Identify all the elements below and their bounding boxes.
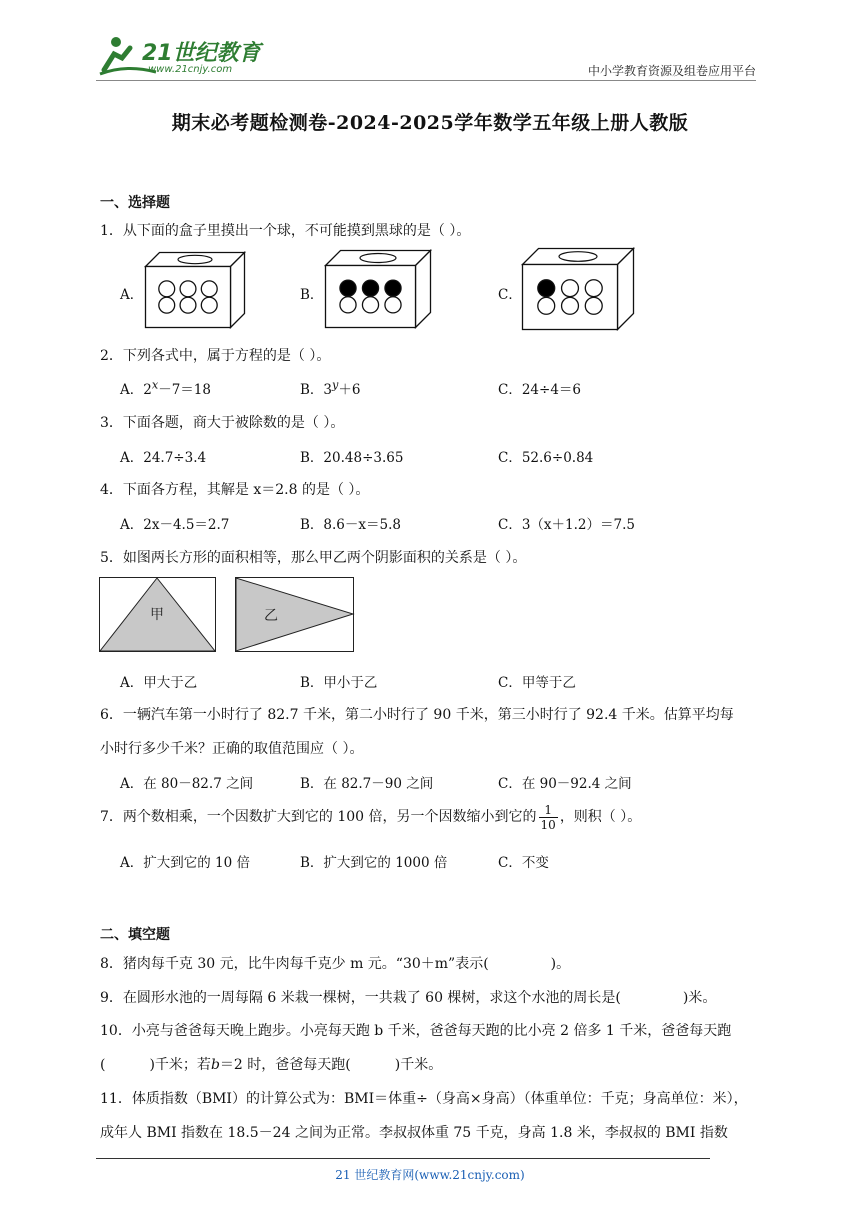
- q4-option-c: C．3（x＋1.2）＝7.5: [498, 517, 635, 533]
- q1-option-b-label: B．: [300, 287, 324, 303]
- white-ball: [201, 297, 217, 313]
- q9-text: 9．在圆形水池的一周每隔 6 米栽一棵树，一共栽了 60 棵树，求这个水池的周长是(: [100, 990, 621, 1006]
- q3-option-a: A．24.7÷3.4: [120, 450, 207, 466]
- question-7-text: [100, 802, 641, 832]
- q5-figure-yi: [235, 577, 355, 653]
- white-ball: [585, 297, 602, 314]
- q3-option-c: C．52.6÷0.84: [498, 450, 594, 466]
- q8-tail: )。: [550, 956, 571, 972]
- q10-tail: )千米。: [394, 1057, 443, 1073]
- question-10-line2: [100, 1054, 442, 1074]
- black-ball: [538, 280, 555, 297]
- white-ball: [159, 281, 175, 297]
- question-4-text: 4．下面各方程，其解是 x＝2.8 的是（ ）。: [100, 482, 370, 498]
- section-fill-heading: 二、填空题: [100, 927, 170, 943]
- question-11-line2: 成年人 BMI 指数在 18.5－24 之间为正常。李叔叔体重 75 千克，身高 1.8 米，李叔叔的 BMI 指数: [100, 1125, 728, 1141]
- question-11-line1: 11．体质指数（BMI）的计算公式为：BMI＝体重÷（身高×身高）（体重单位：千克；身高单位：米），: [100, 1091, 748, 1107]
- black-ball: [362, 280, 378, 296]
- white-ball: [159, 297, 175, 313]
- q7-frac-den: 10: [540, 817, 556, 832]
- q2-option-b: [300, 378, 360, 398]
- q4-option-a: A．2x－4.5＝2.7: [120, 517, 230, 533]
- q9-tail: )米。: [682, 990, 717, 1006]
- site-logo: [96, 34, 266, 78]
- box-opening: [559, 252, 597, 262]
- q2-a-post: －7＝18: [158, 382, 211, 398]
- black-ball: [385, 280, 401, 296]
- q2-option-c: C．24÷4＝6: [498, 382, 581, 398]
- q5-option-a: A．甲大于乙: [120, 675, 198, 691]
- q3-option-b: B．20.48÷3.65: [300, 450, 404, 466]
- q2-b-post: ＋6: [338, 382, 361, 398]
- q1-option-a-label: A．: [120, 287, 144, 303]
- q7-option-c: C．不变: [498, 855, 549, 871]
- section-choice-heading: 一、选择题: [100, 195, 170, 211]
- white-ball: [180, 281, 196, 297]
- page-title: 期末必考题检测卷-2024-2025学年数学五年级上册人教版: [171, 112, 689, 134]
- white-ball: [385, 297, 401, 313]
- header-divider: [96, 80, 756, 81]
- white-ball: [562, 297, 579, 314]
- logo-text: 21世纪教育: [142, 41, 261, 66]
- q1-box-a: [145, 252, 245, 328]
- q6-option-c: C．在 90－92.4 之间: [498, 776, 632, 792]
- q7-text-pre: 7．两个数相乘，一个因数扩大到它的 100 倍，另一个因数缩小到它的: [100, 809, 537, 825]
- footer-divider: [96, 1158, 710, 1159]
- q7-frac-num: 1: [539, 803, 558, 818]
- white-ball: [180, 297, 196, 313]
- q7-text-post: ，则积（ ）。: [559, 809, 642, 825]
- question-10-line1: 10．小亮与爸爸每天晚上跑步。小亮每天跑 b 千米，爸爸每天跑的比小亮 2 倍多 1 千米，爸爸每天跑: [100, 1023, 732, 1039]
- q1-option-c-label: C．: [498, 287, 522, 303]
- box-opening: [360, 254, 396, 263]
- q7-option-b: B．扩大到它的 1000 倍: [300, 855, 448, 871]
- q10-mid-text: )千米；若: [149, 1057, 211, 1073]
- q6-option-a: A．在 80－82.7 之间: [120, 776, 254, 792]
- question-5-text: 5．如图两长方形的面积相等，那么甲乙两个阴影面积的关系是（ ）。: [100, 550, 527, 566]
- question-6-line2: 小时行多少千米？正确的取值范围应（ ）。: [100, 741, 364, 757]
- question-1-text: 1．从下面的盒子里摸出一个球，不可能摸到黑球的是（ ）。: [100, 223, 471, 239]
- white-ball: [340, 297, 356, 313]
- logo-url: www.21cnjy.com: [148, 64, 233, 75]
- q5-figure-jia: [99, 577, 217, 653]
- q7-fraction: [539, 803, 558, 832]
- q2-b-pre: B．3: [300, 382, 333, 398]
- q10-mid-text-2: ＝2 时，爸爸每天跑(: [219, 1057, 351, 1073]
- q6-option-b: B．在 82.7－90 之间: [300, 776, 434, 792]
- question-3-text: 3．下面各题，商大于被除数的是（ ）。: [100, 415, 345, 431]
- q1-box-b: [325, 250, 431, 328]
- question-2-text: 2．下列各式中，属于方程的是（ ）。: [100, 348, 331, 364]
- white-ball: [201, 281, 217, 297]
- white-ball: [562, 280, 579, 297]
- q10-var-b: b: [210, 1057, 220, 1073]
- box-side-face: [231, 253, 245, 328]
- q4-option-b: B．8.6－x＝5.8: [300, 517, 401, 533]
- black-ball: [340, 280, 356, 296]
- q2-option-a: [120, 378, 211, 398]
- q5-label-yi: 乙: [264, 608, 278, 624]
- footer-text: 21 世纪教育网(www.21cnjy.com): [335, 1168, 525, 1182]
- question-6-line1: 6．一辆汽车第一小时行了 82.7 千米，第二小时行了 90 千米，第三小时行了 92.4 千米。估算平均每: [100, 707, 734, 723]
- q2-a-pre: A．2: [120, 382, 152, 398]
- q8-text: 8．猪肉每千克 30 元，比牛肉每千克少 m 元。“30＋m”表示(: [100, 956, 489, 972]
- q2-b-var: y: [332, 378, 339, 392]
- box-opening: [178, 255, 212, 263]
- question-9: [100, 987, 716, 1007]
- question-8: [100, 953, 570, 973]
- q10-paren-open: (: [100, 1057, 106, 1073]
- header-platform-text: 中小学教育资源及组卷应用平台: [587, 64, 756, 78]
- q7-option-a: A．扩大到它的 10 倍: [120, 855, 251, 871]
- white-ball: [585, 280, 602, 297]
- q5-label-jia: 甲: [150, 607, 164, 623]
- white-ball: [362, 297, 378, 313]
- q1-box-c: [522, 248, 634, 330]
- white-ball: [538, 297, 555, 314]
- q5-option-b: B．甲小于乙: [300, 675, 378, 691]
- q5-option-c: C．甲等于乙: [498, 675, 576, 691]
- q2-a-var: x: [151, 378, 159, 392]
